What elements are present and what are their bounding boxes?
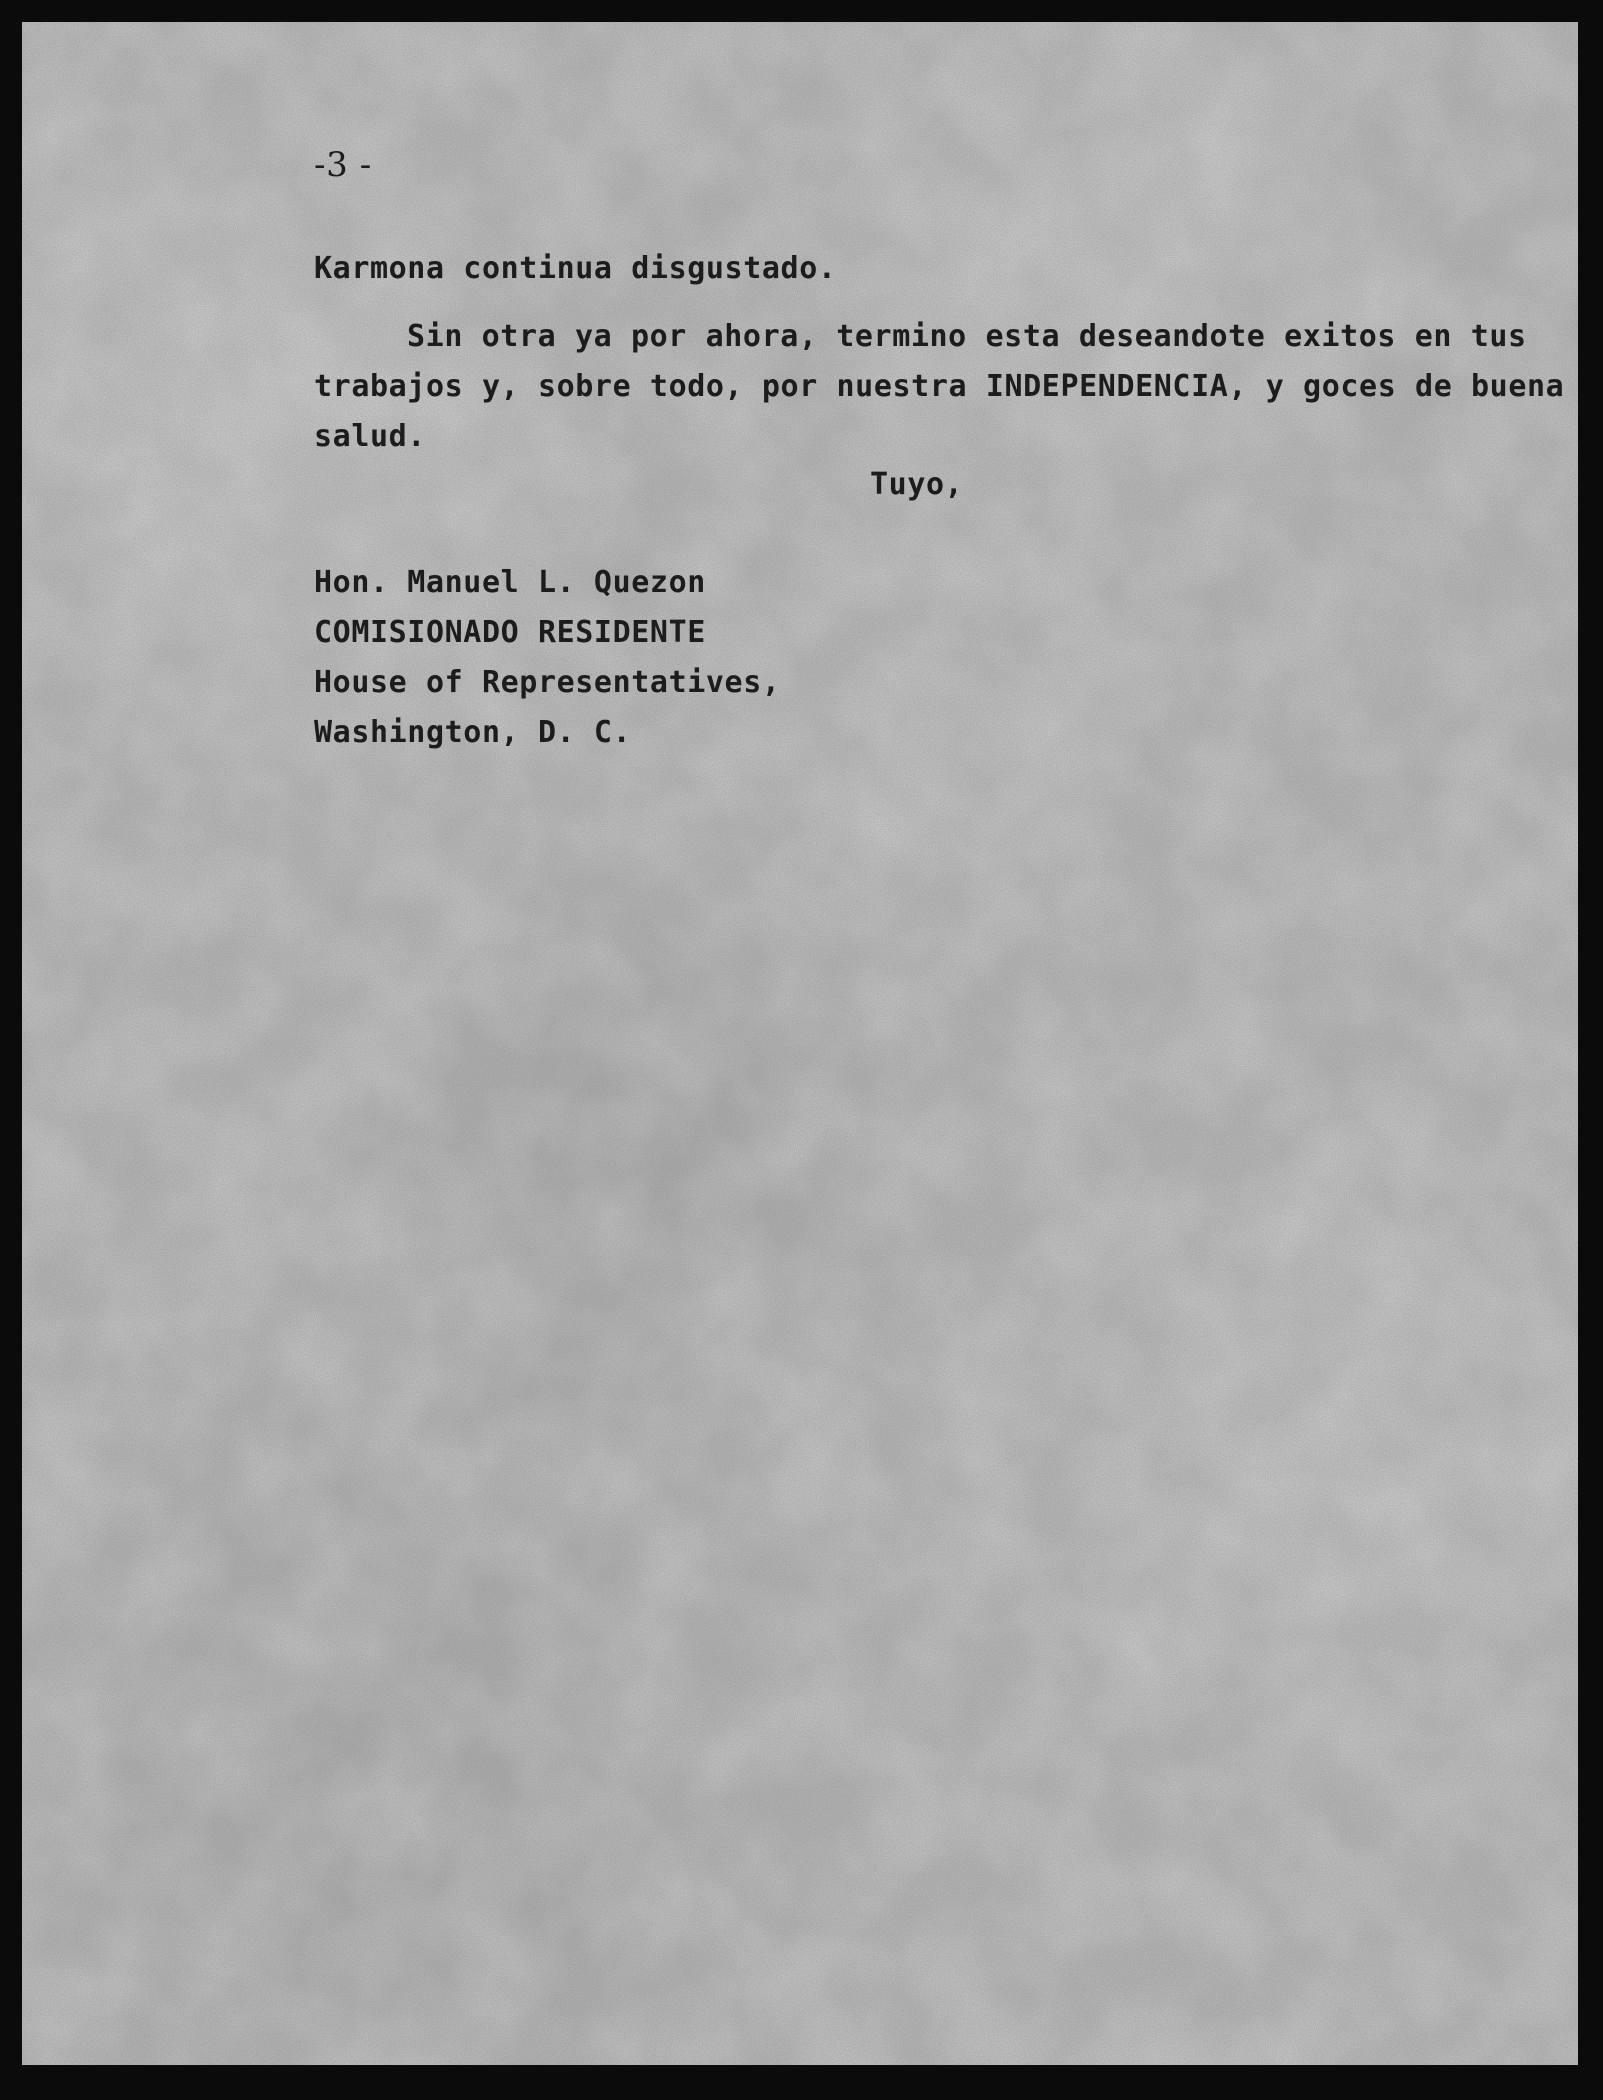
addressee-organization: House of Representatives,	[314, 665, 781, 700]
addressee-city: Washington, D. C.	[314, 715, 632, 750]
body-line-1: Karmona continua disgustado.	[314, 251, 837, 286]
addressee-title: COMISIONADO RESIDENTE	[314, 615, 706, 650]
body-line-3: trabajos y, sobre todo, por nuestra INDEPENDENCIA, y goces de buena	[314, 369, 1565, 404]
addressee-name: Hon. Manuel L. Quezon	[314, 565, 706, 600]
page-number: -3 -	[314, 145, 372, 185]
letter-page	[22, 22, 1578, 2065]
body-line-4: salud.	[314, 419, 426, 454]
body-line-2: Sin otra ya por ahora, termino esta deseandote exitos en tus	[407, 319, 1527, 354]
closing-salutation: Tuyo,	[870, 467, 964, 502]
